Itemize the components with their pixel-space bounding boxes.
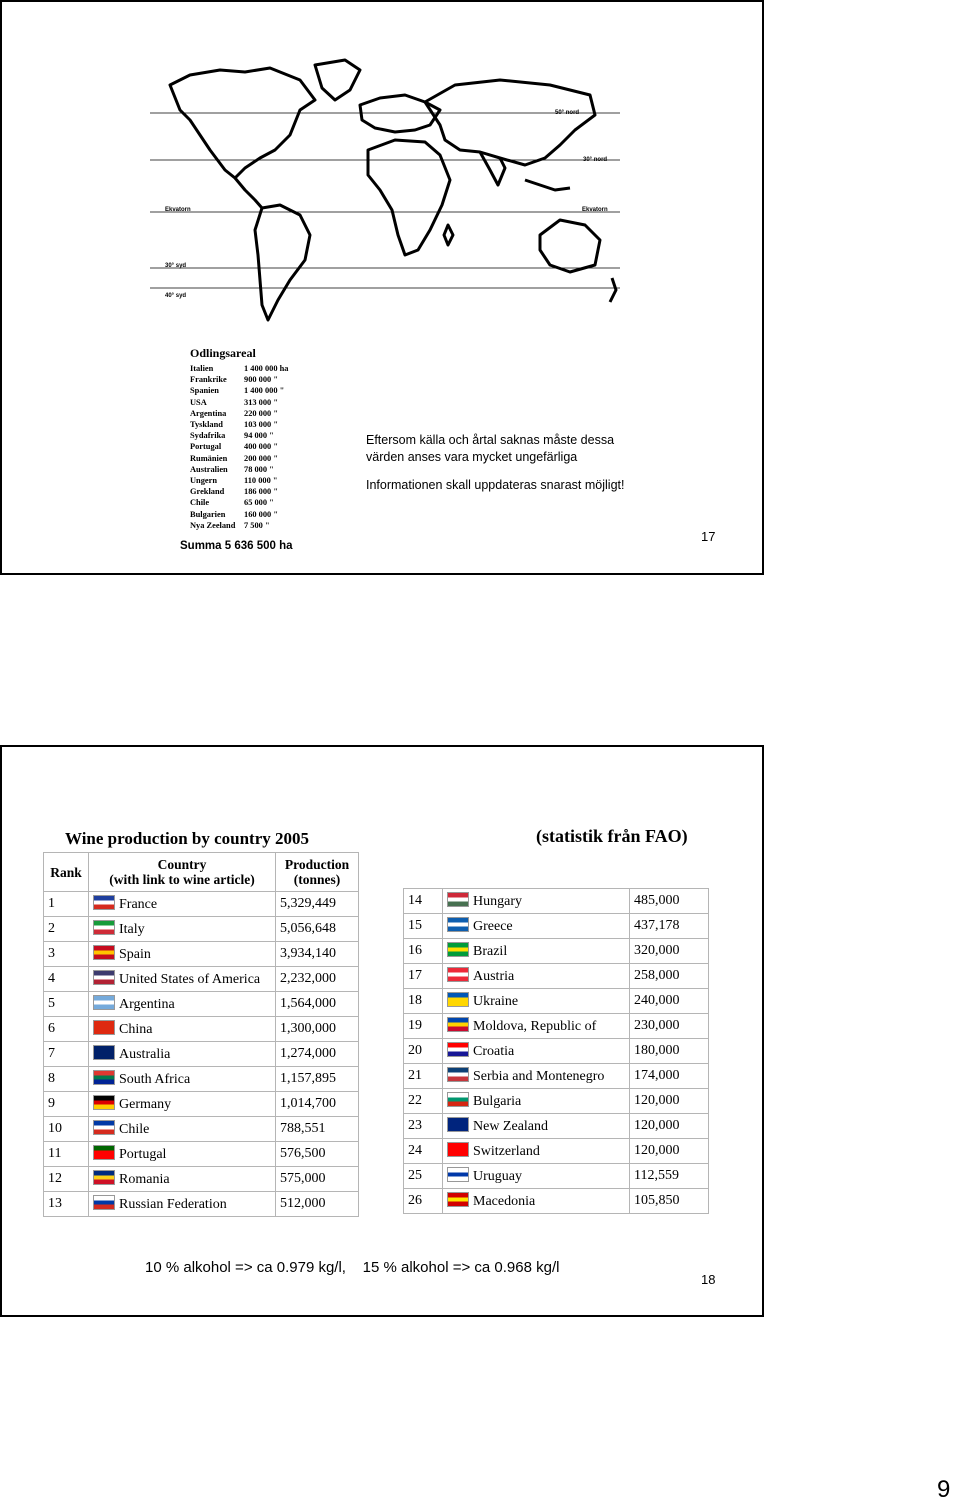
vineyard-area-total: Summa 5 636 500 ha [180,540,293,552]
country-link[interactable]: South Africa [119,1072,191,1087]
vineyard-area-title: Odlingsareal [190,346,256,360]
country-link[interactable]: Greece [473,919,513,934]
table-row [404,1014,709,1039]
vineyard-area-country: USA [190,397,207,407]
country-link[interactable]: Macedonia [473,1194,536,1209]
vineyard-area-row [190,385,310,396]
production-cell: 105,850 [630,1189,709,1214]
flag-icon [447,892,469,907]
rank-cell: 11 [44,1142,89,1167]
country-link[interactable]: Switzerland [473,1144,540,1159]
country-cell [443,1089,630,1114]
country-cell [443,1189,630,1214]
rank-cell: 7 [44,1042,89,1067]
rank-cell: 18 [404,989,443,1014]
rank-cell: 2 [44,917,89,942]
vineyard-area-rows [190,363,310,531]
vineyard-area-value: 7 500 " [244,520,270,530]
country-cell [443,1139,630,1164]
country-link[interactable]: Germany [119,1097,172,1112]
production-cell: 3,934,140 [276,942,359,967]
lat-label-equator-left: Ekvatorn [165,207,191,213]
document-page-number: 9 [937,1476,951,1503]
wine-production-table-left [43,852,359,1217]
country-link[interactable]: United States of America [119,972,261,987]
country-link[interactable]: Uruguay [473,1169,522,1184]
production-cell: 120,000 [630,1139,709,1164]
slide-number-18: 18 [701,1272,716,1287]
table-row [44,1092,359,1117]
flag-icon [447,1142,469,1157]
country-cell [443,1114,630,1139]
country-cell [89,1142,276,1167]
production-cell: 174,000 [630,1064,709,1089]
vineyard-area-row [190,520,310,531]
vineyard-area-country: Italien [190,364,214,373]
header-production [276,853,359,892]
vineyard-area-row [190,408,310,419]
country-link[interactable]: Brazil [473,944,508,959]
flag-icon [93,945,115,960]
vineyard-area-value: 103 000 " [244,420,278,430]
table-row [404,889,709,914]
rank-cell: 23 [404,1114,443,1139]
flag-icon [93,1045,115,1060]
wine-table-title: Wine production by country 2005 [65,829,310,848]
production-cell: 512,000 [276,1192,359,1217]
vineyard-area-country: Argentina [190,408,227,418]
flag-icon [93,1170,115,1185]
table-row [404,1089,709,1114]
country-cell [443,1164,630,1189]
country-cell [89,1117,276,1142]
vineyard-area-country: Nya Zeeland [190,520,236,530]
production-cell: 1,564,000 [276,992,359,1017]
flag-icon [93,1095,115,1110]
production-cell: 1,300,000 [276,1017,359,1042]
header-production-label: Production [284,857,350,872]
vineyard-area-row [190,497,310,508]
rank-cell: 15 [404,914,443,939]
production-cell: 788,551 [276,1117,359,1142]
production-cell: 1,274,000 [276,1042,359,1067]
vineyard-area-value: 1 400 000 " [244,386,285,396]
rank-cell: 14 [404,889,443,914]
country-link[interactable]: Russian Federation [119,1197,227,1212]
country-cell [443,1014,630,1039]
flag-icon [93,995,115,1010]
rank-cell: 5 [44,992,89,1017]
rank-cell: 17 [404,964,443,989]
country-link[interactable]: Spain [119,947,151,962]
vineyard-area-value: 220 000 " [244,408,278,418]
note-source-warning-2: värden anses vara mycket ungefärliga [366,450,578,464]
table-row [44,992,359,1017]
rank-cell: 24 [404,1139,443,1164]
vineyard-area-country: Australien [190,464,228,474]
flag-icon [447,1192,469,1207]
production-cell: 576,500 [276,1142,359,1167]
flag-icon [93,920,115,935]
flag-icon [447,992,469,1007]
vineyard-area-country: Spanien [190,386,219,396]
country-link[interactable]: Austria [473,969,515,984]
table-header-row [44,853,359,892]
rank-cell: 22 [404,1089,443,1114]
table-row [404,1039,709,1064]
flag-icon [447,1042,469,1057]
country-cell [89,1192,276,1217]
table-row [44,1017,359,1042]
header-country [89,853,276,892]
country-link[interactable]: Portugal [119,1147,167,1162]
vineyard-area-row [190,453,310,464]
vineyard-area-country: Sydafrika [190,431,226,441]
rank-cell: 25 [404,1164,443,1189]
vineyard-area-row [190,441,310,452]
vineyard-area-country: Chile [190,498,210,508]
country-cell [89,992,276,1017]
country-cell [443,914,630,939]
vineyard-area-row [190,509,310,520]
table-row [44,1167,359,1192]
production-cell: 230,000 [630,1014,709,1039]
alcohol-density-note: 10 % alkohol => ca 0.979 kg/l, 15 % alkohol => ca 0.968 kg/l [145,1259,560,1276]
country-link[interactable]: Australia [119,1047,171,1062]
table-row [404,1164,709,1189]
vineyard-area-value: 65 000 " [244,498,274,508]
country-cell [89,1042,276,1067]
vineyard-area-value: 78 000 " [244,464,274,474]
vineyard-area-row [190,374,310,385]
vineyard-area-country: Bulgarien [190,509,226,519]
flag-icon [447,1017,469,1032]
vineyard-area-row [190,486,310,497]
table-row [404,939,709,964]
country-link[interactable]: Ukraine [473,994,519,1009]
table-row [44,1142,359,1167]
country-link[interactable]: Bulgaria [473,1094,522,1109]
vineyard-area-value: 110 000 " [244,476,278,486]
flag-icon [447,1117,469,1132]
table-row [404,1114,709,1139]
lat-label-40s: 40° syd [165,293,187,299]
lat-label-30s: 30° syd [165,263,187,269]
rank-cell: 12 [44,1167,89,1192]
table-row [44,1117,359,1142]
header-production-sub: (tonnes) [293,872,341,887]
world-map [150,40,620,330]
country-cell [443,964,630,989]
production-cell: 437,178 [630,914,709,939]
production-cell: 485,000 [630,889,709,914]
note-update-notice: Informationen skall uppdateras snarast möjligt! [366,478,625,492]
vineyard-area-value: 313 000 " [244,397,278,407]
vineyard-area-value: 200 000 " [244,453,278,463]
flag-icon [93,970,115,985]
country-link[interactable]: China [119,1022,153,1037]
production-cell: 258,000 [630,964,709,989]
flag-icon [447,1092,469,1107]
production-cell: 575,000 [276,1167,359,1192]
country-link[interactable]: Hungary [473,894,522,909]
flag-icon [447,917,469,932]
country-cell [89,892,276,917]
country-link[interactable]: Italy [119,922,145,937]
production-cell: 120,000 [630,1114,709,1139]
table-row [44,917,359,942]
country-link[interactable]: France [119,897,158,912]
rank-cell: 16 [404,939,443,964]
flag-icon [93,1145,115,1160]
table-row [44,1042,359,1067]
flag-icon [93,1120,115,1135]
flag-icon [93,895,115,910]
country-cell [89,1067,276,1092]
header-rank: Rank [44,853,89,892]
table-row [404,1139,709,1164]
rank-cell: 19 [404,1014,443,1039]
rank-cell: 9 [44,1092,89,1117]
lat-label-50n: 50° nord [555,110,580,116]
country-link[interactable]: Moldova, Republic of [473,1019,597,1034]
vineyard-area-country: Ungern [190,476,217,486]
production-cell: 1,014,700 [276,1092,359,1117]
country-cell [443,1064,630,1089]
flag-icon [93,1070,115,1085]
vineyard-area-value: 94 000 " [244,431,274,441]
country-link[interactable]: Serbia and Montenegro [473,1069,605,1084]
vineyard-area-row [190,419,310,430]
country-cell [443,939,630,964]
lat-label-30n: 30° nord [583,157,608,163]
production-cell: 240,000 [630,989,709,1014]
flag-icon [447,942,469,957]
country-link[interactable]: Romania [119,1172,170,1187]
vineyard-area-country: Grekland [190,487,225,497]
country-cell [443,1039,630,1064]
vineyard-area-value: 160 000 " [244,509,278,519]
vineyard-area-value: 900 000 " [244,375,278,385]
production-cell: 180,000 [630,1039,709,1064]
country-cell [443,889,630,914]
flag-icon [447,967,469,982]
flag-icon [447,1167,469,1182]
source-label: (statistik från FAO) [536,826,688,846]
country-cell [89,967,276,992]
country-link[interactable]: Croatia [473,1044,515,1059]
vineyard-area-table [190,346,310,531]
country-cell [89,1017,276,1042]
table-row [404,1189,709,1214]
rank-cell: 21 [404,1064,443,1089]
header-country-label: Country [157,857,207,872]
production-cell: 320,000 [630,939,709,964]
rank-cell: 6 [44,1017,89,1042]
vineyard-area-row [190,430,310,441]
table-row [44,1067,359,1092]
production-cell: 1,157,895 [276,1067,359,1092]
rank-cell: 10 [44,1117,89,1142]
table-row [44,967,359,992]
rank-cell: 20 [404,1039,443,1064]
vineyard-area-row [190,475,310,486]
vineyard-area-country: Frankrike [190,375,227,385]
country-link[interactable]: New Zealand [473,1119,549,1134]
production-cell: 120,000 [630,1089,709,1114]
note-source-warning-1: Eftersom källa och årtal saknas måste dessa [366,433,615,447]
vineyard-area-row [190,464,310,475]
slide-number-17: 17 [701,529,716,544]
country-link[interactable]: Argentina [119,997,175,1012]
rank-cell: 4 [44,967,89,992]
vineyard-area-value: 1 400 000 ha [244,364,289,373]
table-row [44,942,359,967]
table-row [404,1064,709,1089]
country-cell [89,942,276,967]
rank-cell: 8 [44,1067,89,1092]
lat-label-equator-right: Ekvatorn [582,207,608,213]
country-cell [443,989,630,1014]
flag-icon [447,1067,469,1082]
vineyard-area-country: Rumänien [190,453,228,463]
table-row [44,1192,359,1217]
production-cell: 5,329,449 [276,892,359,917]
country-cell [89,1092,276,1117]
rank-cell: 1 [44,892,89,917]
rank-cell: 13 [44,1192,89,1217]
vineyard-area-country: Tyskland [190,420,223,430]
country-link[interactable]: Chile [119,1122,150,1137]
country-cell [89,917,276,942]
rank-cell: 3 [44,942,89,967]
table-row [44,892,359,917]
production-cell: 112,559 [630,1164,709,1189]
production-cell: 2,232,000 [276,967,359,992]
production-cell: 5,056,648 [276,917,359,942]
table-row [404,914,709,939]
flag-icon [93,1195,115,1210]
vineyard-area-value: 186 000 " [244,487,278,497]
vineyard-area-value: 400 000 " [244,442,278,452]
vineyard-area-row [190,397,310,408]
header-country-sub: (with link to wine article) [109,872,255,887]
wine-production-table-right [403,888,709,1214]
vineyard-area-country: Portugal [190,442,222,452]
table-row [404,964,709,989]
rank-cell: 26 [404,1189,443,1214]
flag-icon [93,1020,115,1035]
table-row [404,989,709,1014]
country-cell [89,1167,276,1192]
vineyard-area-row [190,363,310,374]
